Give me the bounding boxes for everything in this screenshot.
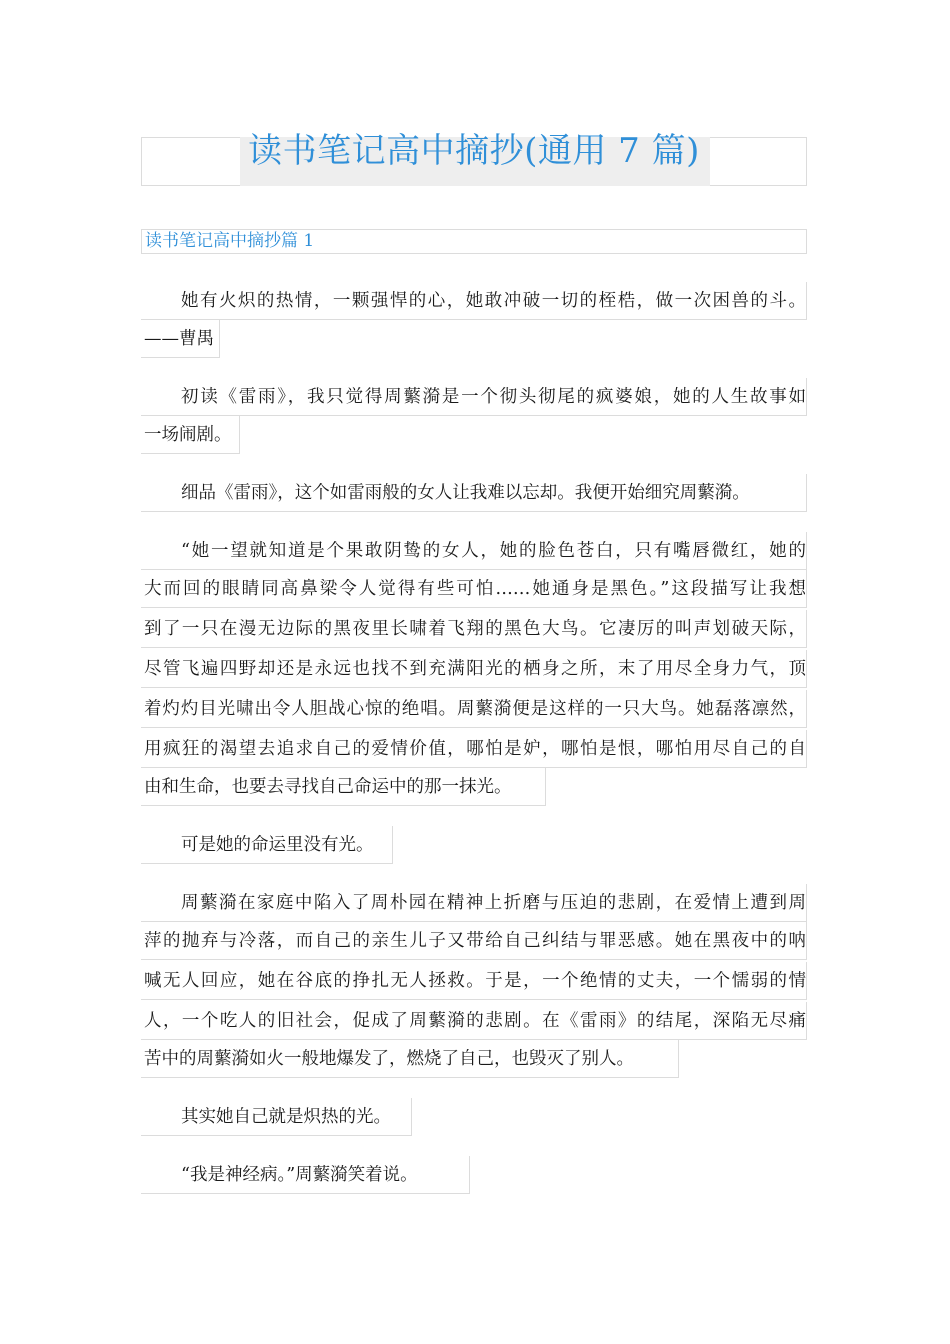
text-line: 周蘩漪在家庭中陷入了周朴园在精神上折磨与压迫的悲剧，在爱情上遭到周 <box>141 884 807 922</box>
text-line: 尽管飞遍四野却还是永远也找不到充满阳光的栖身之所，末了用尽全身力气，顶 <box>141 650 807 688</box>
text-line: 喊无人回应，她在谷底的挣扎无人拯救。于是，一个绝情的丈夫，一个懦弱的情 <box>141 962 807 1000</box>
page-title: 读书笔记高中摘抄(通用 7 篇) <box>248 131 700 171</box>
text-line: 着灼灼目光啸出令人胆战心惊的绝唱。周蘩漪便是这样的一只大鸟。她磊落凛然， <box>141 690 807 728</box>
text-line: 苦中的周蘩漪如火一般地爆发了，燃烧了自己，也毁灭了别人。 <box>141 1040 679 1078</box>
text-line: 萍的抛弃与冷落，而自己的亲生儿子又带给自己纠结与罪恶感。她在黑夜中的呐 <box>141 922 807 960</box>
text-line: 一场闹剧。 <box>141 416 240 454</box>
text-line: 由和生命，也要去寻找自己命运中的那一抹光。 <box>141 768 546 806</box>
text-line: 可是她的命运里没有光。 <box>141 826 393 864</box>
text-line: ——曹禺 <box>141 320 220 358</box>
text-line: 其实她自己就是炽热的光。 <box>141 1098 412 1136</box>
text-line: “我是神经病。”周蘩漪笑着说。 <box>141 1156 470 1194</box>
text-line: 到了一只在漫无边际的黑夜里长啸着飞翔的黑色大鸟。它凄厉的叫声划破天际， <box>141 610 807 648</box>
section-heading: 读书笔记高中摘抄篇 1 <box>141 229 807 254</box>
text-line: 大而回的眼睛同高鼻梁令人觉得有些可怕……她通身是黑色。”这段描写让我想 <box>141 570 807 608</box>
text-line: 初读《雷雨》，我只觉得周蘩漪是一个彻头彻尾的疯婆娘，她的人生故事如 <box>141 378 807 416</box>
text-line: 人，一个吃人的旧社会，促成了周蘩漪的悲剧。在《雷雨》的结尾，深陷无尽痛 <box>141 1002 807 1040</box>
text-line: “她一望就知道是个果敢阴鸷的女人，她的脸色苍白，只有嘴唇微红，她的 <box>141 532 807 570</box>
text-line: 用疯狂的渴望去追求自己的爱情价值，哪怕是妒，哪怕是恨，哪怕用尽自己的自 <box>141 730 807 768</box>
text-line: 她有火炽的热情，一颗强悍的心，她敢冲破一切的桎梏，做一次困兽的斗。 <box>141 282 807 320</box>
text-line: 细品《雷雨》，这个如雷雨般的女人让我难以忘却。我便开始细究周蘩漪。 <box>141 474 807 512</box>
